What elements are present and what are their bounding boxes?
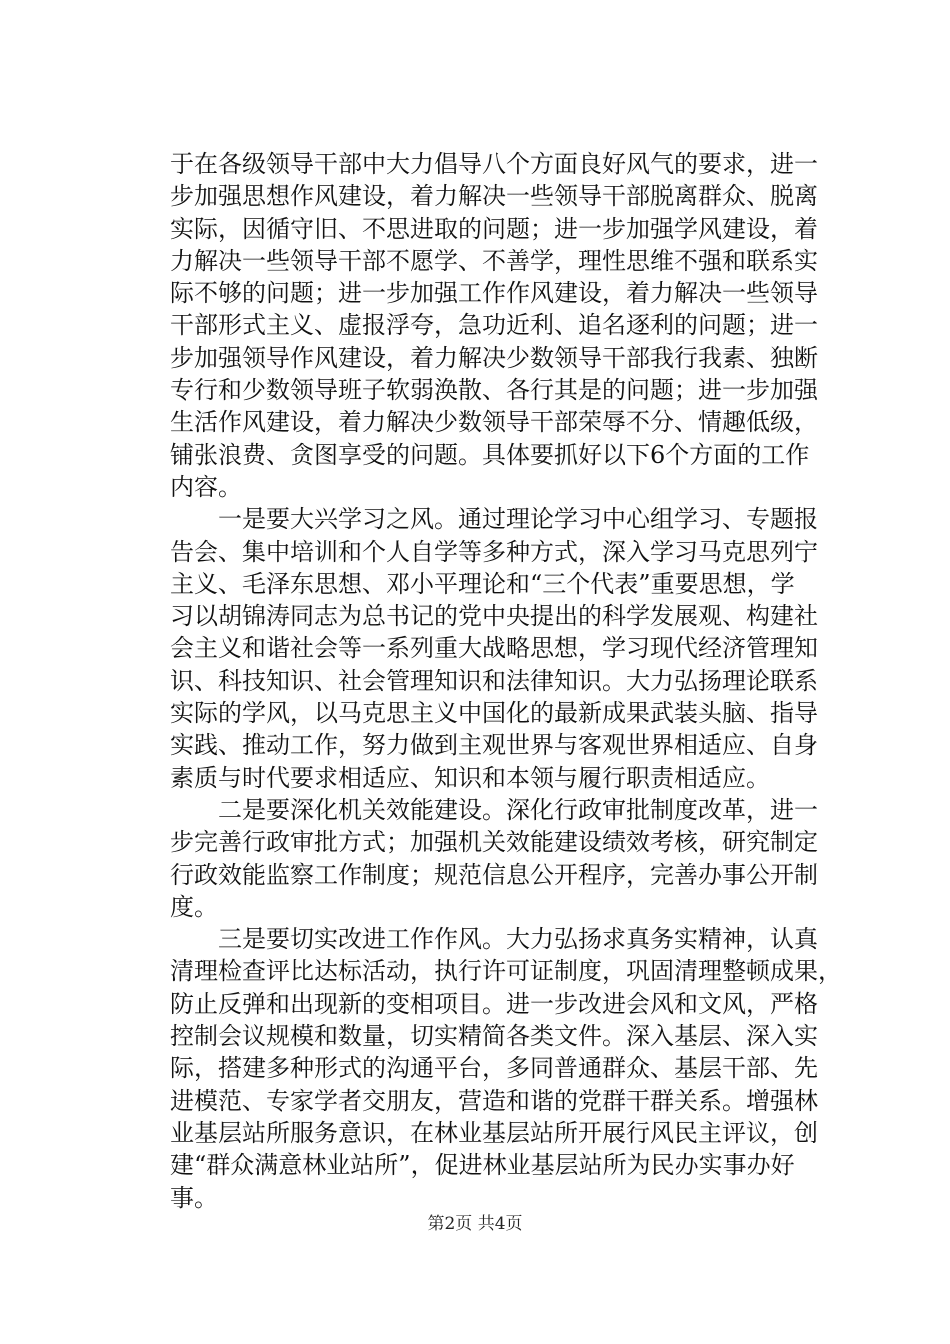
text-line: 铺 张 浪 费 、 贪 图 享 受 的 问 题 。 具 体 要 抓 好 以 下 6 个 方 面 的 工 作 — [170, 440, 810, 469]
text-line: 素质与时代要求相适应、知识和本领与履行职责相适应。 — [170, 763, 770, 792]
text-line: 度。 — [170, 892, 218, 921]
text-line: 二 是 要 深 化 机 关 效 能 建 设 。 深 化 行 政 审 批 制 度 改 革 ， 进 一 — [218, 795, 818, 824]
text-line: 清 理 检 查 评 比 达 标 活 动 ， 执 行 许 可 证 制 度 ， 巩 固 清 理 整 顿 成 果 ， — [170, 957, 842, 986]
text-line: 建 “ 群 众 满 意 林 业 站 所 ” ， 促 进 林 业 基 层 站 所 为 民 办 实 事 办 好 — [170, 1151, 795, 1180]
text-line: 主 义 、 毛 泽 东 思 想 、 邓 小 平 理 论 和 “ 三 个 代 表 ” 重 要 思 想 ， 学 — [170, 569, 795, 598]
text-line: 控 制 会 议 规 模 和 数 量 ， 切 实 精 简 各 类 文 件 。 深 入 基 层 、 深 入 实 — [170, 1022, 818, 1051]
text-line: 行 政 效 能 监 察 工 作 制 度 ； 规 范 信 息 公 开 程 序 ， 完 善 办 事 公 开 制 — [170, 860, 818, 889]
text-line: 干 部 形 式 主 义 、 虚 报 浮 夸 ， 急 功 近 利 、 追 名 逐 利 的 问 题 ； 进 一 — [170, 311, 818, 340]
text-line: 会 主 义 和 谐 社 会 等 一 系 列 重 大 战 略 思 想 ， 学 习 现 代 经 济 管 理 知 — [170, 634, 818, 663]
text-line: 际 不 够 的 问 题 ； 进 一 步 加 强 工 作 作 风 建 设 ， 着 力 解 决 一 些 领 导 — [170, 279, 818, 308]
text-line: 步 加 强 思 想 作 风 建 设 ， 着 力 解 决 一 些 领 导 干 部 脱 离 群 众 、 脱 离 — [170, 182, 818, 211]
text-line: 力 解 决 一 些 领 导 干 部 不 愿 学 、 不 善 学 ， 理 性 思 维 不 强 和 联 系 实 — [170, 246, 818, 275]
text-line: 步 加 强 领 导 作 风 建 设 ， 着 力 解 决 少 数 领 导 干 部 我 行 我 素 、 独 断 — [170, 343, 818, 372]
text-line: 专 行 和 少 数 领 导 班 子 软 弱 涣 散 、 各 行 其 是 的 问 题 ； 进 一 步 加 强 — [170, 376, 818, 405]
text-line: 事。 — [170, 1183, 218, 1212]
text-line: 生 活 作 风 建 设 ， 着 力 解 决 少 数 领 导 干 部 荣 辱 不 分 、 情 趣 低 级 ， — [170, 408, 818, 437]
text-line: 识 、 科 技 知 识 、 社 会 管 理 知 识 和 法 律 知 识 。 大 力 弘 扬 理 论 联 系 — [170, 666, 818, 695]
body-text — [170, 148, 842, 1214]
text-line: 于 在 各 级 领 导 干 部 中 大 力 倡 导 八 个 方 面 良 好 风 气 的 要 求 ， 进 一 — [170, 150, 818, 178]
text-line: 进 模 范 、 专 家 学 者 交 朋 友 ， 营 造 和 谐 的 党 群 干 群 关 系 。 增 强 林 — [170, 1086, 818, 1115]
text-line: 业 基 层 站 所 服 务 意 识 ， 在 林 业 基 层 站 所 开 展 行 风 民 主 评 议 ， 创 — [170, 1118, 818, 1147]
text-line: 步 完 善 行 政 审 批 方 式 ； 加 强 机 关 效 能 建 设 绩 效 考 核 ， 研 究 制 定 — [170, 828, 818, 857]
text-line: 防 止 反 弹 和 出 现 新 的 变 相 项 目 。 进 一 步 改 进 会 风 和 文 风 ， 严 格 — [170, 989, 818, 1018]
text-line: 实 际 ， 因 循 守 旧 、 不 思 进 取 的 问 题 ； 进 一 步 加 强 学 风 建 设 ， 着 — [170, 214, 818, 243]
text-line: 一 是 要 大 兴 学 习 之 风 。 通 过 理 论 学 习 中 心 组 学 习 、 专 题 报 — [218, 505, 818, 534]
page-footer: 第2页 共4页 — [427, 1214, 523, 1234]
text-line: 际 ， 搭 建 多 种 形 式 的 沟 通 平 台 ， 多 同 普 通 群 众 、 基 层 干 部 、 先 — [170, 1054, 818, 1083]
text-line: 三 是 要 切 实 改 进 工 作 作 风 。 大 力 弘 扬 求 真 务 实 精 神 ， 认 真 — [218, 925, 818, 954]
text-line: 内容。 — [170, 472, 242, 501]
text-line: 告 会 、 集 中 培 训 和 个 人 自 学 等 多 种 方 式 ， 深 入 学 习 马 克 思 列 宁 — [170, 537, 818, 566]
text-line: 习 以 胡 锦 涛 同 志 为 总 书 记 的 党 中 央 提 出 的 科 学 发 展 观 、 构 建 社 — [170, 602, 818, 631]
text-line: 实 际 的 学 风 ， 以 马 克 思 主 义 中 国 化 的 最 新 成 果 武 装 头 脑 、 指 导 — [170, 699, 818, 728]
text-line: 实 践 、 推 动 工 作 ， 努 力 做 到 主 观 世 界 与 客 观 世 界 相 适 应 、 自 身 — [170, 731, 818, 760]
